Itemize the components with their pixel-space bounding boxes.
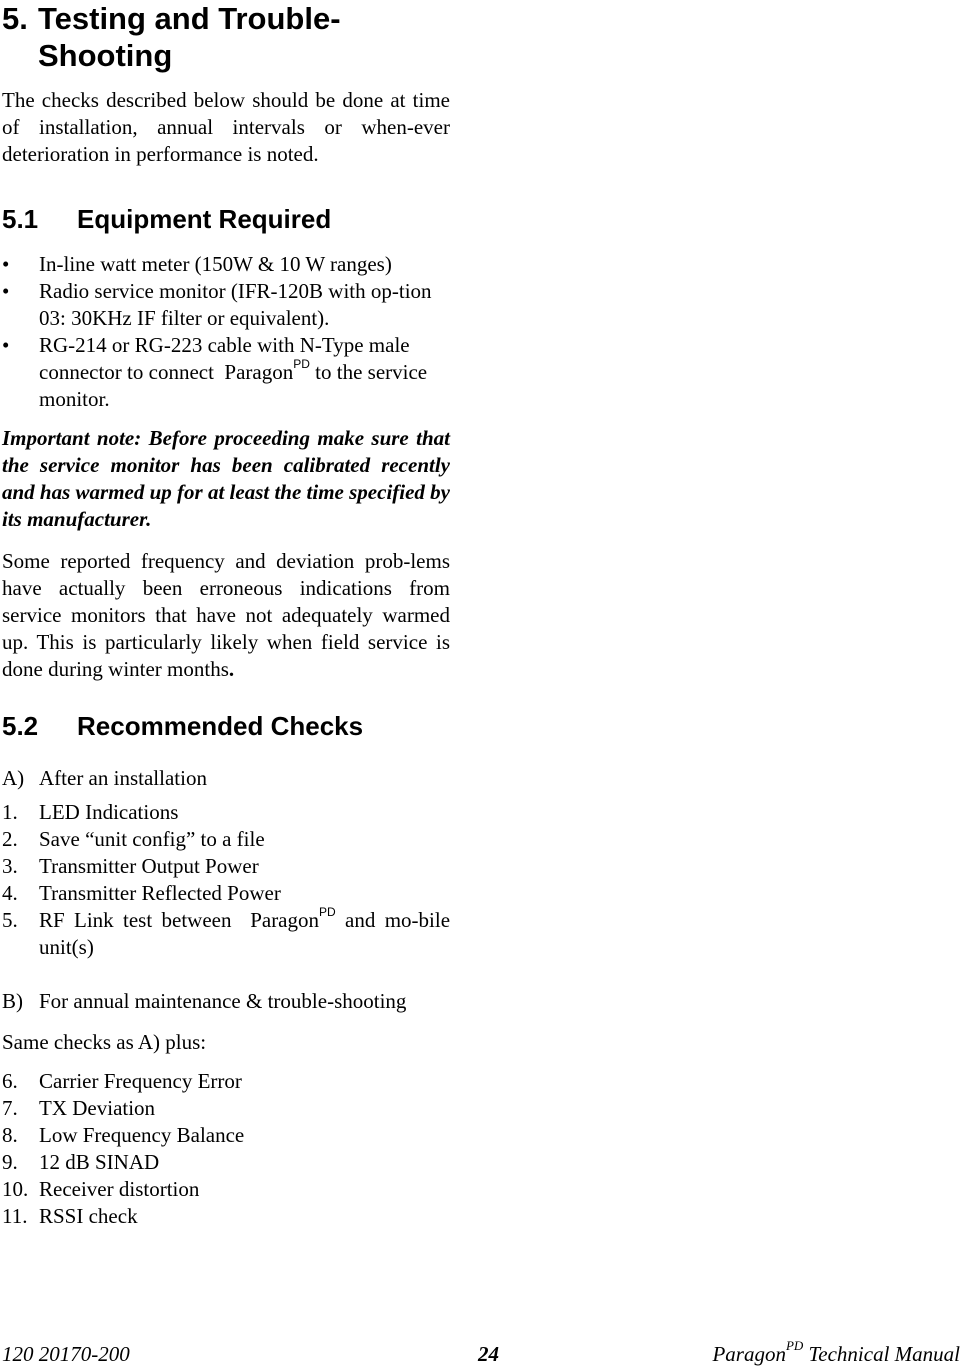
item-text: 12 dB SINAD xyxy=(39,1150,160,1174)
intro-paragraph: The checks described below should be done at time of installation, annual intervals or when-ever deterioration in performance is noted. xyxy=(2,88,450,166)
manual-name-suffix: Technical Manual xyxy=(808,1342,960,1366)
group-b-label: B) xyxy=(2,989,23,1013)
item-number: 8. xyxy=(2,1123,18,1147)
checks-list-a xyxy=(2,799,450,961)
section-5-1-number: 5.1 xyxy=(2,204,39,234)
equipment-item-3-end: to the service monitor. xyxy=(39,360,428,411)
page-number: 24 xyxy=(478,1342,499,1366)
item-text: Receiver distortion xyxy=(39,1177,200,1201)
item-text xyxy=(39,907,450,961)
item-text: Transmitter Reflected Power xyxy=(39,881,281,905)
group-b-heading xyxy=(2,988,450,1015)
section-5-title: Testing and Trouble-Shooting xyxy=(38,1,341,73)
item-number: 9. xyxy=(2,1150,18,1174)
item-text-start: RF Link test between xyxy=(39,908,232,932)
list-item xyxy=(2,1176,450,1203)
item-number: 3. xyxy=(2,854,18,878)
section-5-2-number: 5.2 xyxy=(2,711,39,741)
product-name: Paragon xyxy=(224,360,294,384)
list-item xyxy=(2,251,450,278)
manual-name-prefix: Paragon xyxy=(712,1342,786,1366)
checks-list-b xyxy=(2,1068,450,1230)
item-text-end: and mo-bile unit(s) xyxy=(39,908,451,959)
equipment-item-1: In-line watt meter (150W & 10 W ranges) xyxy=(39,252,392,276)
list-item xyxy=(2,765,450,792)
product-superscript: PD xyxy=(293,357,310,371)
page-footer xyxy=(2,1340,960,1368)
list-item xyxy=(2,1149,450,1176)
item-number: 4. xyxy=(2,881,18,905)
group-a-label: A) xyxy=(2,766,25,790)
item-text: Transmitter Output Power xyxy=(39,854,259,878)
item-text: Low Frequency Balance xyxy=(39,1123,245,1147)
section-5-2-title: Recommended Checks xyxy=(77,711,364,741)
item-number: 10. xyxy=(2,1177,29,1201)
same-checks-text: Same checks as A) plus: xyxy=(2,1030,207,1054)
equipment-item-2: Radio service monitor (IFR-120B with op-tion 03: 30KHz IF filter or equivalent). xyxy=(39,279,432,330)
bullet-icon: • xyxy=(2,252,10,276)
list-item xyxy=(2,278,450,332)
item-text: LED Indications xyxy=(39,800,179,824)
bullet-icon: • xyxy=(2,333,10,357)
list-item xyxy=(2,1122,450,1149)
list-item xyxy=(2,1203,450,1230)
group-a-heading xyxy=(2,765,450,792)
item-number: 1. xyxy=(2,800,18,824)
item-number: 7. xyxy=(2,1096,18,1120)
warmup-paragraph-text: Some reported frequency and deviation prob-lems have actually been erroneous indications from service monitors that have not adequately warmed up. This is particularly likely when field service is done during winter months xyxy=(2,549,450,681)
list-item xyxy=(2,1068,450,1095)
bullet-icon: • xyxy=(2,279,10,303)
product-superscript: PD xyxy=(319,905,336,919)
item-number: 5. xyxy=(2,908,18,932)
section-5-2-heading xyxy=(2,710,450,742)
item-number: 6. xyxy=(2,1069,18,1093)
item-text: RSSI check xyxy=(39,1204,138,1228)
equipment-item-3 xyxy=(39,332,450,413)
item-text: Carrier Frequency Error xyxy=(39,1069,242,1093)
list-item xyxy=(2,907,450,961)
list-item xyxy=(2,799,450,826)
group-b-text: For annual maintenance & trouble-shooting xyxy=(39,989,407,1013)
list-item xyxy=(2,880,450,907)
product-name: Paragon xyxy=(250,908,320,932)
section-5-1-title: Equipment Required xyxy=(77,204,332,234)
section-5-heading xyxy=(2,0,450,74)
list-item xyxy=(2,988,450,1015)
list-item xyxy=(2,853,450,880)
item-number: 11. xyxy=(2,1204,28,1228)
list-item xyxy=(2,332,450,413)
list-item xyxy=(2,826,450,853)
document-number: 120 20170-200 xyxy=(2,1342,130,1366)
manual-name xyxy=(712,1340,960,1368)
list-item xyxy=(2,1095,450,1122)
section-5-1-heading xyxy=(2,203,450,235)
item-text: TX Deviation xyxy=(39,1096,156,1120)
equipment-item-3-start: RG-214 or RG-223 cable with N-Type male connector to connect xyxy=(39,333,410,384)
item-number: 2. xyxy=(2,827,18,851)
important-note: Important note: Before proceeding make sure that the service monitor has been calibrated recently and has warmed up for at least the time specified by its manufacturer. xyxy=(2,426,450,531)
item-text: Save “unit config” to a file xyxy=(39,827,265,851)
equipment-list xyxy=(2,251,450,413)
warmup-paragraph xyxy=(2,548,450,683)
manual-name-superscript: PD xyxy=(785,1338,804,1353)
page-column xyxy=(2,0,450,1230)
warmup-paragraph-period: . xyxy=(228,657,235,681)
section-5-number: 5. xyxy=(2,1,28,36)
group-a-text: After an installation xyxy=(39,766,207,790)
